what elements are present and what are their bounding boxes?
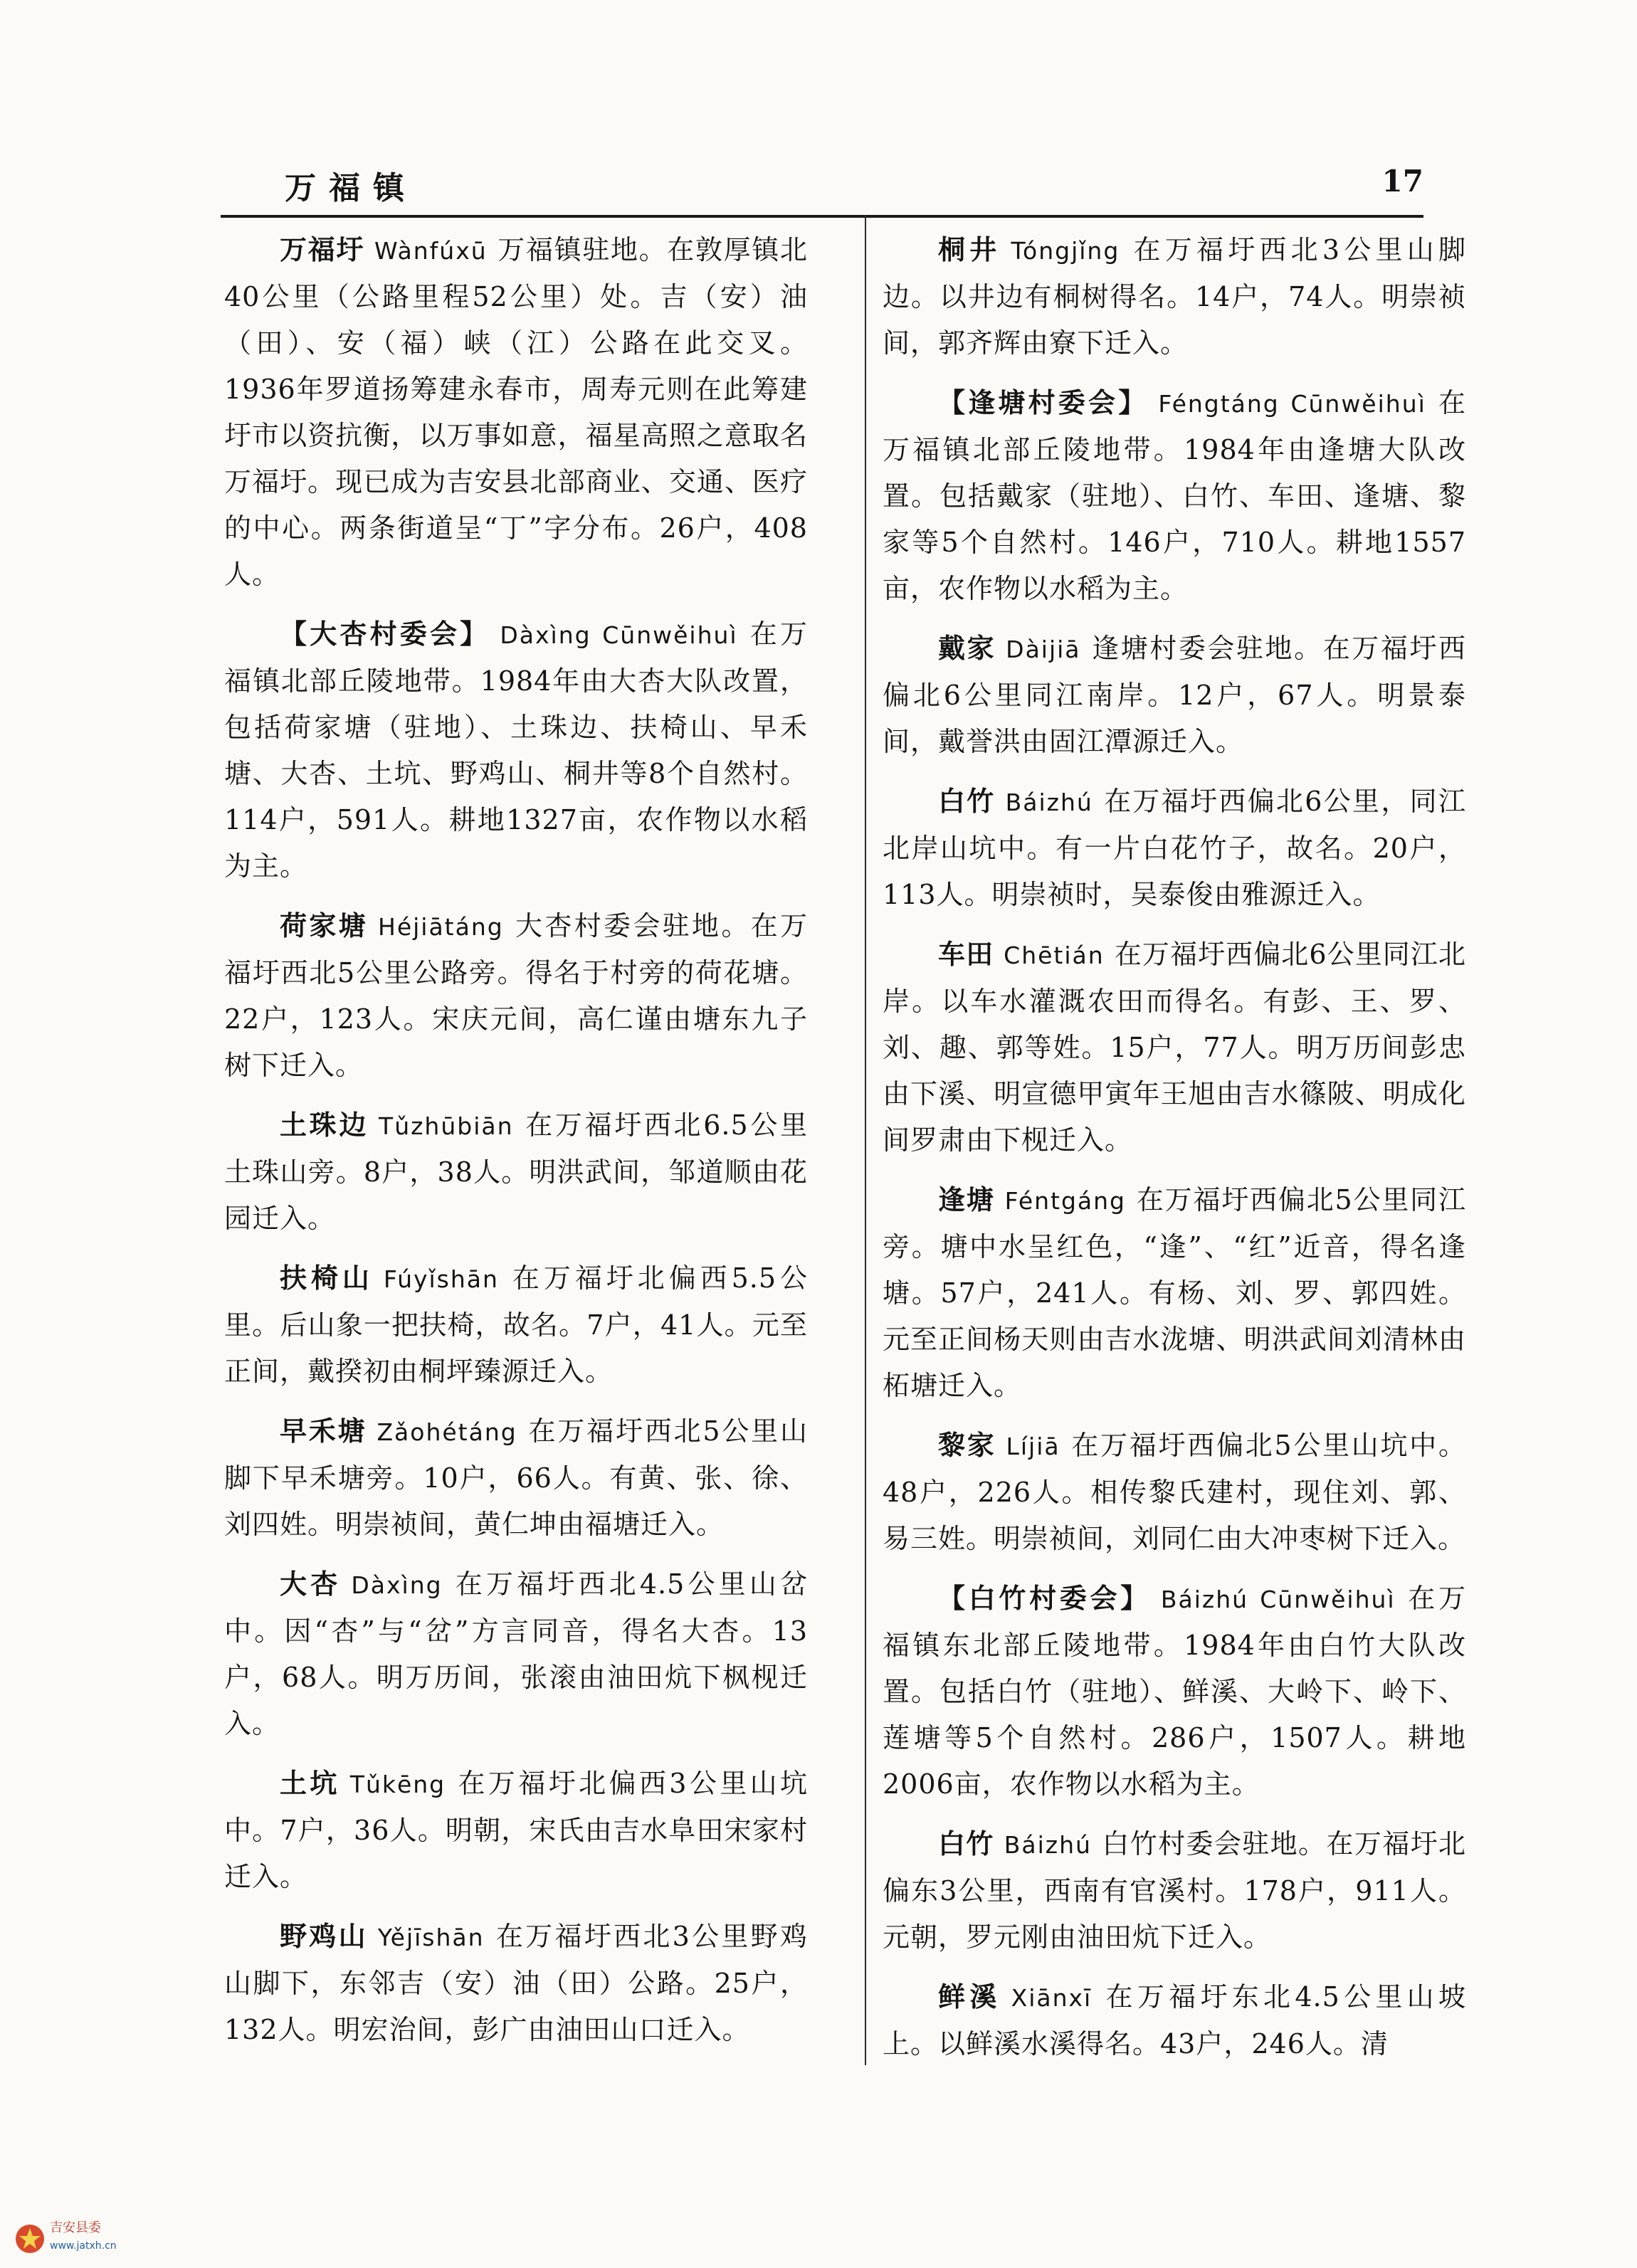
entry-name: 车田 (938, 938, 994, 970)
entry-body: 在万福圩西偏北6公里，同江北岸山坑中。有一片白花竹子，故名。20户，113人。明崇祯时，吴泰俊由雅源迁入。 (883, 786, 1466, 910)
entry-name: 桐井 (938, 233, 1001, 265)
watermark-url: www.jatxh.cn (50, 2240, 117, 2252)
entry (883, 379, 1466, 612)
entry-pinyin: Chētián (1004, 942, 1105, 969)
entry-name: 白竹 (938, 785, 996, 817)
entry-pinyin: Tǔzhūbiān (379, 1112, 514, 1140)
entry (883, 778, 1466, 918)
left-column (224, 226, 808, 2066)
entry-body: 在万福圩西北3公里野鸡山脚下，东邻吉（安）油（田）公路。25户，132人。明宏治间，彭广由油田山口迁入。 (224, 1921, 808, 2045)
entry-pinyin: Tǔkēng (349, 1771, 446, 1798)
right-column (883, 226, 1466, 2080)
entry-name: 土坑 (280, 1767, 340, 1799)
entry (224, 611, 808, 890)
entry-pinyin: Báizhú (1005, 788, 1093, 816)
entry (883, 226, 1466, 366)
entry-body: 在万福圩西偏北5公里山坑中。48户，226人。相传黎氏建村，现住刘、郭、易三姓。明崇祯间，刘同仁由大冲枣树下迁入。 (883, 1430, 1466, 1554)
entry-body: 在万福镇北部丘陵地带。1984年由大杏大队改置，包括荷家塘（驻地）、土珠边、扶椅山、早禾塘、大杏、土坑、野鸡山、桐井等8个自然村。114户，591人。耕地1327亩，农作物以水稻为主。 (224, 618, 808, 882)
entry-body: 在万福圩西偏北6公里同江北岸。以车水灌溉农田而得名。有彭、王、罗、刘、趣、郭等姓。15户，77人。明万历间彭忠由下溪、明宣德甲寅年王旭由吉水篠陂、明成化间罗肃由下枧迁入。 (883, 939, 1466, 1156)
entry-pinyin: Féngtáng Cūnwěihuì (1158, 390, 1426, 418)
entry-pinyin: Yějīshān (377, 1924, 485, 1951)
entry-body: 白竹村委会驻地。在万福圩北偏东3公里，西南有官溪村。178户，911人。元朝，罗元刚由油田炕下迁入。 (883, 1828, 1466, 1953)
entry (224, 1913, 808, 2053)
entry-body: 在万福圩西偏北5公里同江旁。塘中水呈红色，“逢”、“红”近音，得名逢塘。57户，241人。有杨、刘、罗、郭四姓。元至正间杨天则由吉水泷塘、明洪武间刘清林由柘塘迁入。 (883, 1184, 1466, 1401)
entry-name: 荷家塘 (280, 909, 368, 942)
entry-name: 万福圩 (280, 233, 364, 265)
entry-body: 在万福圩北偏西3公里山坑中。7户，36人。明朝，宋氏由吉水阜田宋家村迁入。 (224, 1768, 808, 1892)
entry-name: 【大杏村委会】 (280, 618, 490, 650)
entry-name: 早禾塘 (280, 1415, 367, 1447)
entry-pinyin: Dàxìng Cūnwěihuì (500, 621, 738, 649)
entry-body: 在万福圩西北3公里山脚边。以井边有桐树得名。14户，74人。明崇祯间，郭齐辉由寮下迁入。 (883, 234, 1466, 359)
entry-name: 大杏 (280, 1568, 342, 1600)
entry (224, 1102, 808, 1242)
entry-pinyin: Féntgáng (1004, 1187, 1127, 1215)
entry-body: 逢塘村委会驻地。在万福圩西偏北6公里同江南岸。12户，67人。明景泰间，戴誉洪由固江潭源迁入。 (883, 633, 1466, 757)
column-divider (865, 215, 866, 2065)
entry (883, 1575, 1466, 1808)
entry (883, 1973, 1466, 2067)
entry-name: 野鸡山 (280, 1920, 368, 1952)
page-number: 17 (1381, 164, 1423, 199)
entry-body: 在万福圩东北4.5公里山坡上。以鲜溪水溪得名。43户，246人。清 (883, 1981, 1466, 2059)
header-rule (221, 215, 1423, 218)
entry (224, 1255, 808, 1395)
page-title: 万福镇 (285, 170, 417, 206)
entry-pinyin: Dàijiā (1006, 635, 1081, 663)
entry-name: 【白竹村委会】 (938, 1582, 1151, 1614)
entry-name: 【逢塘村委会】 (938, 386, 1149, 418)
entry-pinyin: Líjiā (1006, 1433, 1060, 1460)
seal-logo-icon (14, 2223, 46, 2254)
entry-name: 鲜溪 (938, 1980, 1001, 2013)
entry-name: 黎家 (938, 1429, 996, 1461)
entry-body: 万福镇驻地。在敦厚镇北40公里（公路里程52公里）处。吉（安）油（田）、安（福）峡（江）公路在此交叉。1936年罗道扬筹建永春市，周寿元则在此筹建圩市以资抗衡，以万事如意，福星高照之意取名万福圩。现已成为吉安县北部商业、交通、医疗的中心。两条街道呈“丁”字分布。26户，408人。 (224, 234, 808, 590)
entry-body: 在万福镇东北部丘陵地带。1984年由白竹大队改置。包括白竹（驻地）、鲜溪、大岭下、岭下、莲塘等5个自然村。286户，1507人。耕地2006亩，农作物以水稻为主。 (883, 1583, 1466, 1800)
entry (224, 902, 808, 1089)
entry (883, 1820, 1466, 1961)
entry-body: 在万福圩西北4.5公里山岔中。因“杏”与“岔”方言同音，得名大杏。13户，68人。明万历间，张滚由油田炕下枫枧迁入。 (224, 1568, 808, 1739)
entry-name: 白竹 (938, 1827, 994, 1860)
entry (224, 226, 808, 598)
entry-name: 逢塘 (938, 1183, 995, 1215)
entry-pinyin: Zǎohétáng (377, 1418, 517, 1446)
entry-body: 在万福圩北偏西5.5公里。后山象一把扶椅，故名。7户，41人。元至正间，戴揆初由桐坪臻源迁入。 (224, 1262, 808, 1387)
page-header (221, 162, 1423, 212)
entry-body: 在万福镇北部丘陵地带。1984年由逢塘大队改置。包括戴家（驻地）、白竹、车田、逢塘、黎家等5个自然村。146户，710人。耕地1557亩，农作物以水稻为主。 (883, 387, 1466, 604)
entry-pinyin: Wànfúxū (374, 237, 488, 265)
entry-pinyin: Fúyǐshān (383, 1265, 499, 1293)
entry-name: 戴家 (938, 632, 996, 664)
entry-pinyin: Dàxìng (351, 1571, 443, 1599)
entry (883, 931, 1466, 1164)
entry (224, 1561, 808, 1747)
entry-pinyin: Héjiātáng (378, 913, 504, 941)
entry-body: 大杏村委会驻地。在万福圩西北5公里公路旁。得名于村旁的荷花塘。22户，123人。宋庆元间，高仁谨由塘东九子树下迁入。 (224, 910, 808, 1081)
entry (883, 1422, 1466, 1562)
entry-pinyin: Xiānxī (1011, 1984, 1093, 2012)
entry-pinyin: Báizhú Cūnwěihuì (1160, 1586, 1396, 1613)
entry-name: 土珠边 (280, 1109, 369, 1141)
watermark-text: 吉安县委 (50, 2220, 101, 2235)
entry (224, 1760, 808, 1900)
entry (883, 625, 1466, 765)
entry-body: 在万福圩西北5公里山脚下早禾塘旁。10户，66人。有黄、张、徐、刘四姓。明崇祯间，黄仁坤由福塘迁入。 (224, 1415, 808, 1540)
entry (883, 1176, 1466, 1409)
entry (224, 1408, 808, 1548)
entry-name: 扶椅山 (280, 1262, 374, 1294)
entry-body: 在万福圩西北6.5公里土珠山旁。8户，38人。明洪武间，邹道顺由花园迁入。 (224, 1109, 808, 1234)
entry-pinyin: Tóngjǐng (1011, 237, 1120, 265)
entry-pinyin: Báizhú (1004, 1831, 1092, 1859)
site-watermark (14, 2220, 157, 2260)
